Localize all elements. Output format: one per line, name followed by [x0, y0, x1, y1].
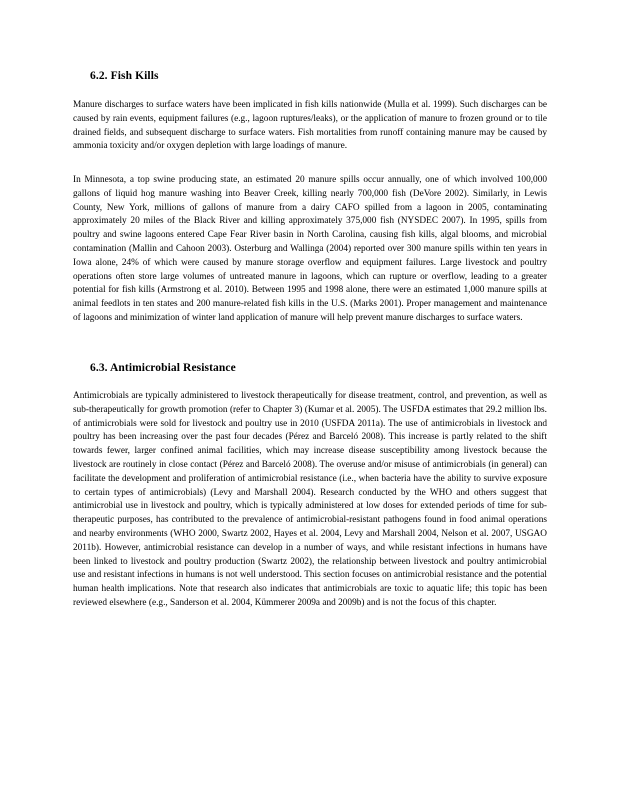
paragraph-manure-discharges: Manure discharges to surface waters have been implicated in fish kills nationwide (Mulla et al. 1999). Such discharges can be caused by rain events, equipment failures (e.g., lagoon ruptures/leaks), or the application of manure to frozen ground or to tile drained fields, and subsequent discharge to surface waters. Fish mortalities from runoff containing manure may be caused by ammonia toxicity and/or oxygen depletion with large loadings of manure.: [73, 100, 547, 152]
section-heading-fish-kills: 6.2. Fish Kills: [90, 70, 159, 82]
paragraph-antimicrobials: Antimicrobials are typically administered to livestock therapeutically for disease treatment, control, and prevention, as well as sub-therapeutically for growth promotion (refer to Chapter 3) (Kumar et al. 2005). The USFDA estimates that 29.2 million lbs. of antimicrobials were sold for livestock and poultry use in 2010 (USFDA 2011a). The use of antimicrobials in livestock and poultry has been increasing over the past four decades (Pérez and Barceló 2008). This increase is partly related to the shift towards fewer, larger confined animal facilities, which may increase disease susceptibility among livestock because the livestock are routinely in close contact (Pérez and Barceló 2008). The overuse and/or misuse of antimicrobials (in general) can facilitate the development and proliferation of antimicrobial resistance (i.e., when bacteria have the ability to survive exposure to certain types of antimicrobials) (Levy and Marshall 2004). Research conducted by the WHO and others suggest that antimicrobial use in livestock and poultry, which is typically administered at low doses for extended periods of time for sub-therapeutic purposes, has contributed to the prevalence of antimicrobial-resistant pathogens found in food animal operations and nearby environments (WHO 2000, Swartz 2002, Hayes et al. 2004, Levy and Marshall 2004, Nelson et al. 2007, USGAO 2011b). However, antimicrobial resistance can develop in a number of ways, and while resistant infections in humans have been linked to livestock and poultry production (Swartz 2002), the relationship between livestock and poultry antimicrobial use and resistant infections in humans is not well understood. This section focuses on antimicrobial resistance and the potential human health implications. Note that research also indicates that antimicrobials are toxic to aquatic life; this topic has been reviewed elsewhere (e.g., Sanderson et al. 2004, Kümmerer 2009a and 2009b) and is not the focus of this chapter.: [73, 391, 547, 608]
paragraph-minnesota-spills: In Minnesota, a top swine producing state, an estimated 20 manure spills occur annually, one of which involved 100,000 gallons of liquid hog manure washing into Beaver Creek, killing nearly 700,000 fish (DeVore 2002). Similarly, in Lewis County, New York, millions of gallons of manure from a dairy CAFO spilled from a lagoon in 2005, contaminating approximately 20 miles of the Black River and killing approximately 375,000 fish (NYSDEC 2007). In 1995, spills from poultry and swine lagoons entered Cape Fear River basin in North Carolina, causing fish kills, algal blooms, and microbial contamination (Mallin and Cahoon 2003). Osterburg and Wallinga (2004) reported over 300 manure spills within ten years in Iowa alone, 24% of which were caused by manure storage overflow and equipment failures. Large livestock and poultry operations often store large volumes of untreated manure in lagoons, which can rupture or overflow, leading to a greater potential for fish kills (Armstrong et al. 2010). Between 1995 and 1998 alone, there were an estimated 1,000 manure spills at animal feedlots in ten states and 200 manure-related fish kills in the U.S. (Marks 2001). Proper management and maintenance of lagoons and minimization of winter land application of manure will help prevent manure discharges to surface waters.: [73, 175, 547, 323]
section-heading-antimicrobial-resistance: 6.3. Antimicrobial Resistance: [90, 362, 236, 374]
